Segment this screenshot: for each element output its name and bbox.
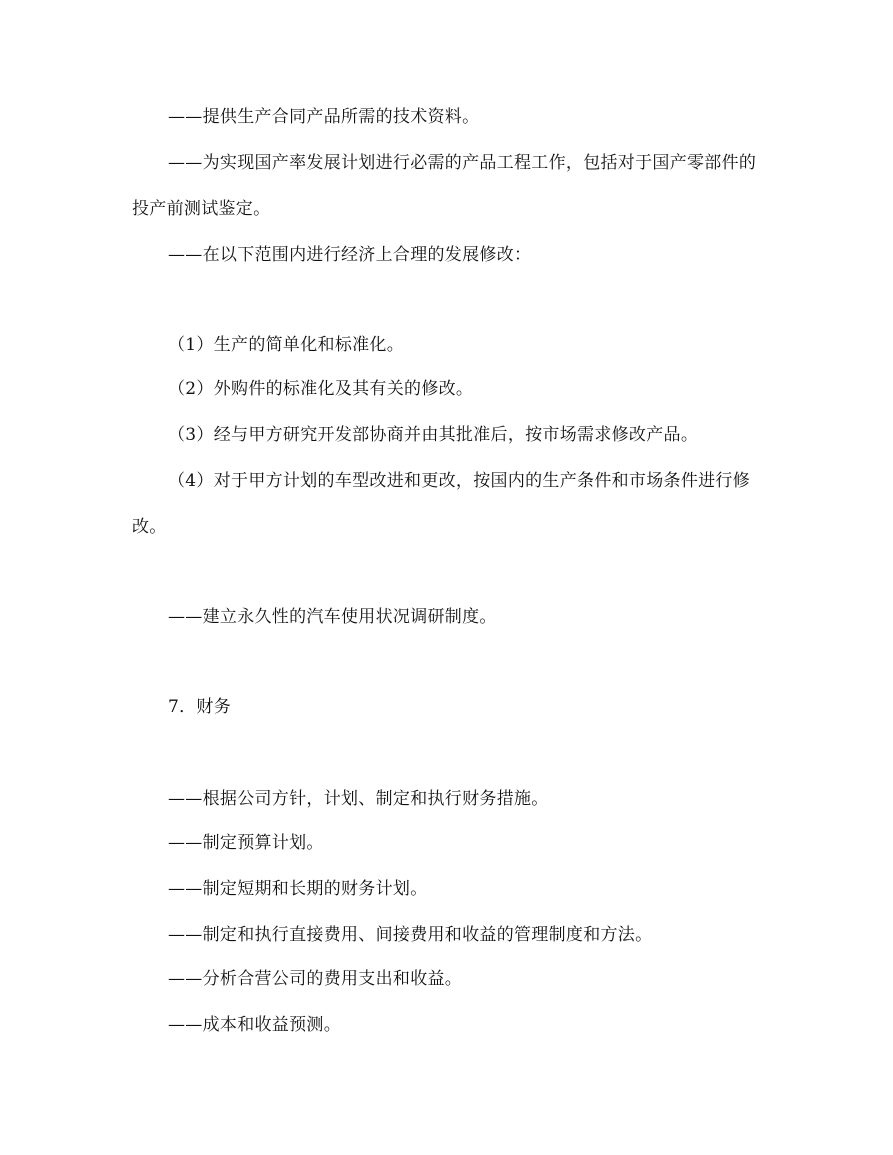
paragraph-line: ——建立永久性的汽车使用状况调研制度。 — [168, 607, 497, 627]
paragraph-line: ——制定短期和长期的财务计划。 — [168, 879, 428, 899]
paragraph-line: ——分析合营公司的费用支出和收益。 — [168, 969, 463, 989]
paragraph-line: 投产前测试鉴定。 — [132, 199, 271, 219]
list-item: （1）生产的简单化和标准化。 — [168, 335, 405, 355]
paragraph-line: ——为实现国产率发展计划进行必需的产品工程工作，包括对于国产零部件的 — [168, 153, 757, 173]
list-item: （3）经与甲方研究开发部协商并由其批准后，按市场需求修改产品。 — [168, 425, 699, 445]
list-item: （4）对于甲方计划的车型改进和更改，按国内的生产条件和市场条件进行修 — [168, 471, 751, 491]
paragraph-line: ——制定和执行直接费用、间接费用和收益的管理制度和方法。 — [168, 925, 653, 945]
paragraph-line: ——在以下范围内进行经济上合理的发展修改： — [168, 245, 532, 265]
paragraph-line: ——根据公司方针，计划、制定和执行财务措施。 — [168, 789, 549, 809]
paragraph-line: ——成本和收益预测。 — [168, 1015, 341, 1035]
list-item: （2）外购件的标准化及其有关的修改。 — [168, 379, 474, 399]
paragraph-line: 改。 — [132, 517, 167, 537]
section-heading: 7．财务 — [168, 697, 232, 717]
paragraph-line: ——制定预算计划。 — [168, 833, 324, 853]
paragraph-line: ——提供生产合同产品所需的技术资料。 — [168, 107, 480, 127]
